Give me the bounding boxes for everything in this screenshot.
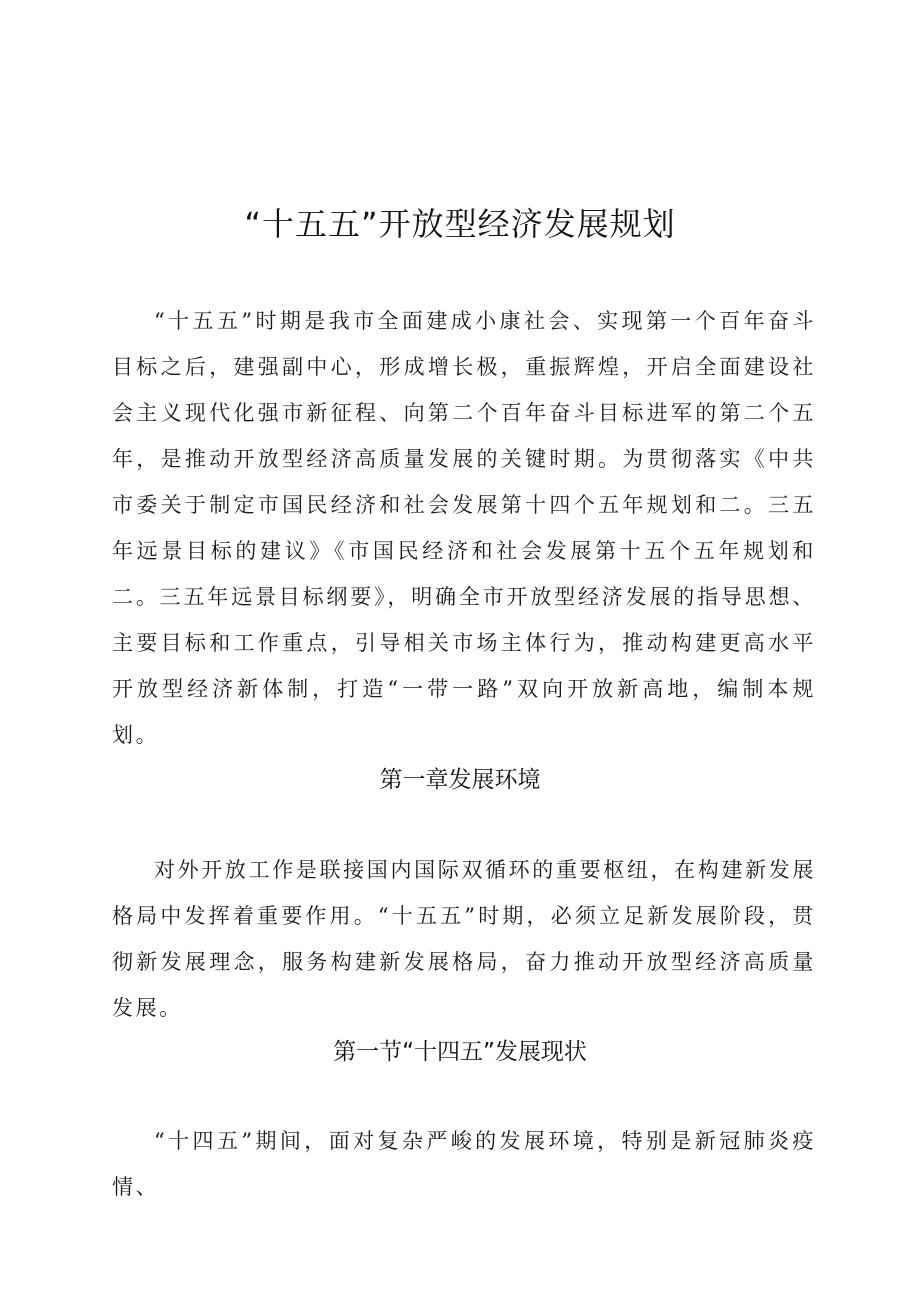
section-paragraph: “十四五”期间，面对复杂严峻的发展环境，特别是新冠肺炎疫情、 bbox=[112, 1129, 816, 1199]
chapter-paragraph: 对外开放工作是联接国内国际双循环的重要枢纽，在构建新发展格局中发挥着重要作用。“十五五”时期，必须立足新发展阶段，贯彻新发展理念，服务构建新发展格局，奋力推动开放型经济高质量发展。 bbox=[112, 858, 817, 1020]
document-title: “十五五”开放型经济发展规划 bbox=[244, 205, 676, 243]
chapter-heading: 第一章发展环境 bbox=[379, 767, 541, 793]
intro-paragraph: “十五五”时期是我市全面建成小康社会、实现第一个百年奋斗目标之后，建强副中心，形成增长极，重振辉煌，开启全面建设社会主义现代化强市新征程、向第二个百年奋斗目标进军的第二个五年，是推动开放型经济高质量发展的关键时期。为贯彻落实《中共市委关于制定市国民经济和社会发展第十四个五年规划和二。三五年远景目标的建议》《市国民经济和社会发展第十五个五年规划和二。三五年远景目标纲要》，明确全市开放型经济发展的指导思想、主要目标和工作重点，引导相关市场主体行为，推动构建更高水平开放型经济新体制，打造“一带一路”双向开放新高地，编制本规划。 bbox=[112, 309, 816, 747]
section-heading: 第一节“十四五”发展现状 bbox=[333, 1039, 587, 1065]
